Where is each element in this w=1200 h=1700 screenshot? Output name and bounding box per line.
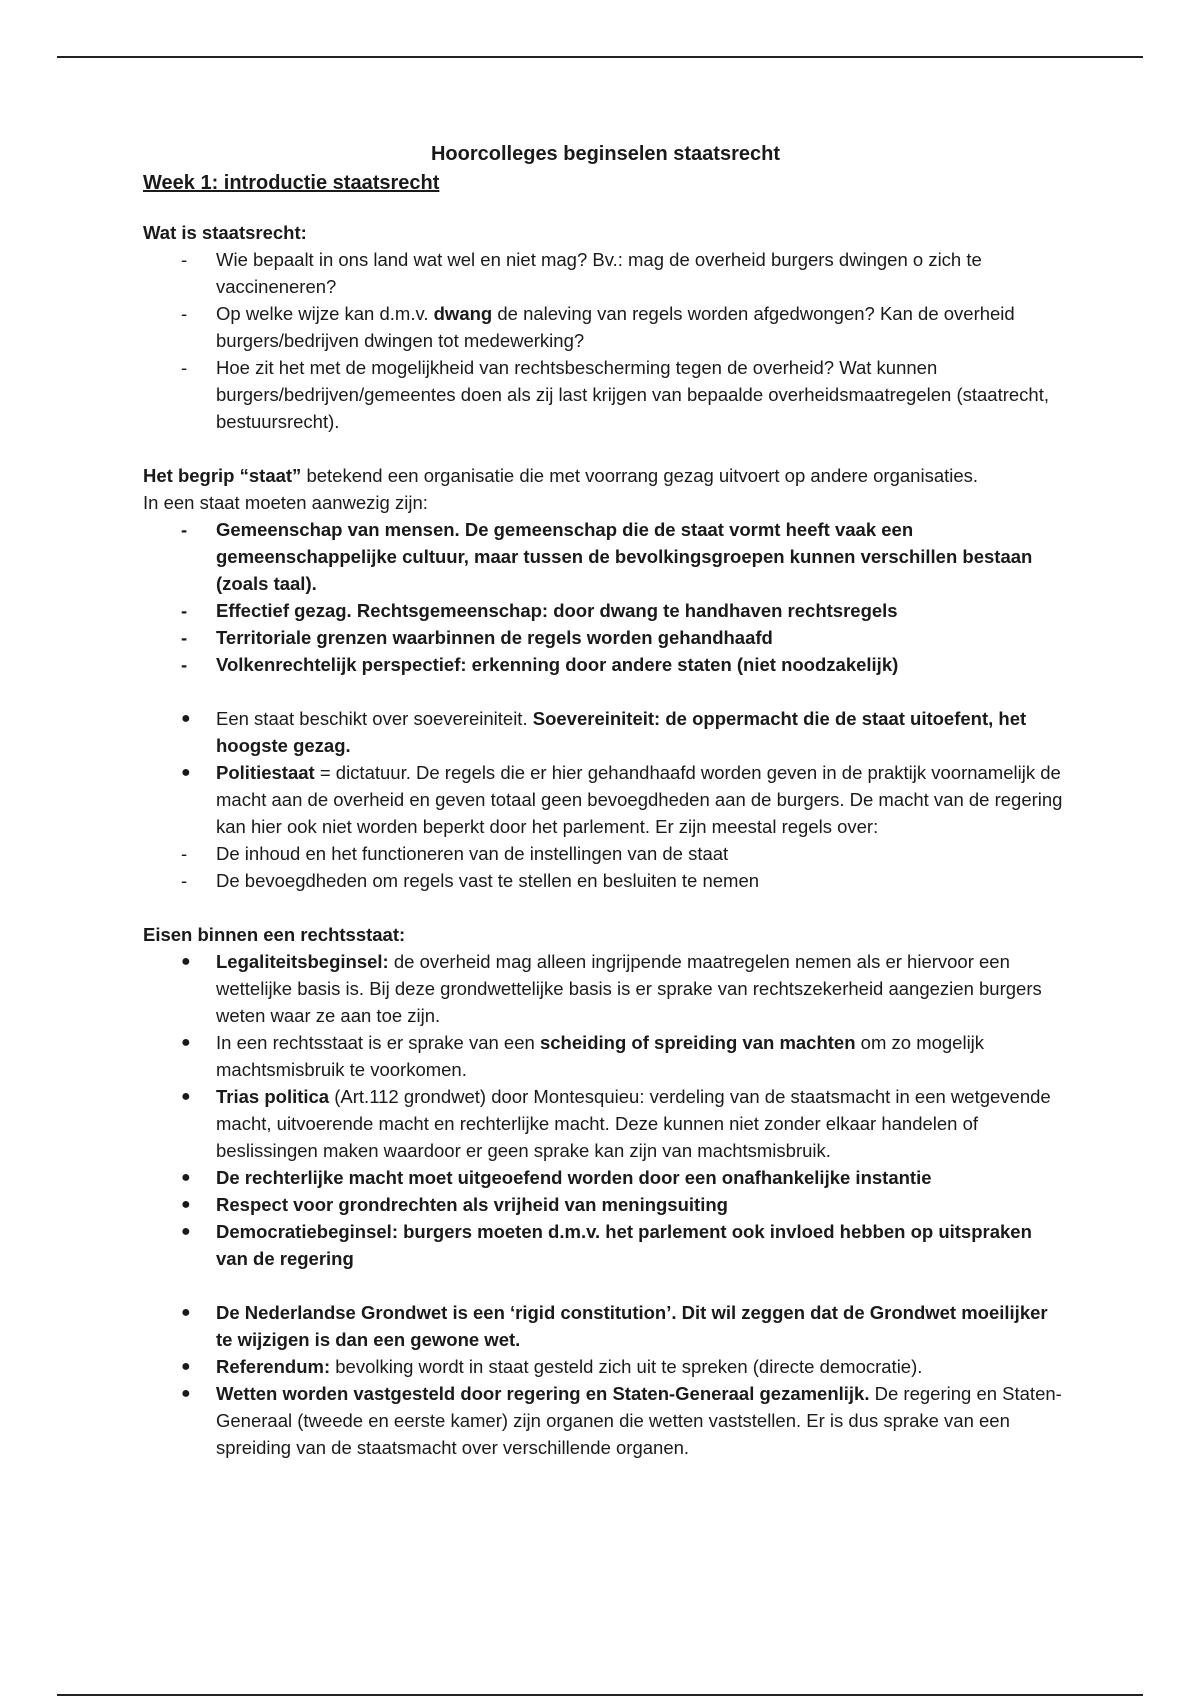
dash-marker: - [181,627,188,648]
list-item: - Hoe zit het met de mogelijkheid van rechtsbescherming tegen de overheid? Wat kunnen burgers/bedrijven/gemeentes doen als zij last krijgen van bepaalde overheidsmaatregelen (staatrecht, bestuursrecht). [143,354,1068,435]
dash-marker: - [181,249,188,270]
list-item: ● Legaliteitsbeginsel: de overheid mag alleen ingrijpende maatregelen nemen als er hiervoor een wettelijke basis is. Bij deze grondwettelijke basis is er sprake van rechtszekerheid aangezien burgers weten waar ze aan toe zijn. [143,948,1068,1029]
list-item: ● Wetten worden vastgesteld door regering en Staten-Generaal gezamenlijk. De regering en Staten-Generaal (tweede en eerste kamer) zijn organen die wetten vaststellen. Er is dus sprake van een spreiding van de staatsmacht over verschillende organen. [143,1380,1068,1461]
bullet-marker: ● [181,1385,191,1402]
list-item: ● Trias politica (Art.112 grondwet) door Montesquieu: verdeling van de staatsmacht in een wetgevende macht, uitvoerende macht en rechterlijke macht. Deze kunnen niet zonder elkaar handelen of beslissingen maken waardoor er geen sprake kan zijn van machtsmisbruik. [143,1083,1068,1164]
list-item: - Op welke wijze kan d.m.v. dwang de naleving van regels worden afgedwongen? Kan de overheid burgers/bedrijven dwingen tot medewerking? [143,300,1068,354]
bullet-marker: ● [181,1223,191,1240]
dash-marker: - [181,600,188,621]
bullet-marker: ● [181,764,191,781]
dash-marker: - [181,870,188,891]
grondwet-list [143,1299,1068,1461]
bullet-marker: ● [181,710,191,727]
bullet-marker: ● [181,1169,191,1186]
staat-bullet-list [143,705,1068,894]
bullet-marker: ● [181,1358,191,1375]
bullet-marker: ● [181,1034,191,1051]
list-item: ● De Nederlandse Grondwet is een ‘rigid constitution’. Dit wil zeggen dat de Grondwet moeilijker te wijzigen is dan een gewone wet. [143,1299,1068,1353]
list-item: - Gemeenschap van mensen. De gemeenschap die de staat vormt heeft vaak een gemeenschappelijke cultuur, maar tussen de bevolkingsgroepen kunnen verschillen bestaan (zoals taal). [143,516,1068,597]
list-item: ● Respect voor grondrechten als vrijheid van meningsuiting [143,1191,1068,1218]
list-item: - Territoriale grenzen waarbinnen de regels worden gehandhaafd [143,624,1068,651]
document-body [143,140,1068,1461]
rechtsstaat-list [143,948,1068,1272]
bullet-marker: ● [181,1304,191,1321]
footer-rule [57,1694,1143,1696]
list-item: - Volkenrechtelijk perspectief: erkenning door andere staten (niet noodzakelijk) [143,651,1068,678]
list-item: ● Referendum: bevolking wordt in staat gesteld zich uit te spreken (directe democratie). [143,1353,1068,1380]
list-item: - De inhoud en het functioneren van de instellingen van de staat [143,840,1068,867]
dash-marker: - [181,357,188,378]
section-heading-staatsrecht: Wat is staatsrecht: [143,222,307,243]
list-item: - Effectief gezag. Rechtsgemeenschap: door dwang te handhaven rechtsregels [143,597,1068,624]
list-item: ● Een staat beschikt over soevereiniteit. Soevereiniteit: de oppermacht die de staat uitoefent, het hoogste gezag. [143,705,1068,759]
question-list [143,246,1068,435]
dash-marker: - [181,519,188,540]
staat-definition: Het begrip “staat” betekend een organisatie die met voorrang gezag uitvoert op andere organisaties. [143,465,979,486]
staat-elements-list [143,516,1068,678]
staat-intro: In een staat moeten aanwezig zijn: [143,492,428,513]
bullet-marker: ● [181,1088,191,1105]
section-heading-rechtsstaat: Eisen binnen een rechtsstaat: [143,924,406,945]
list-item: - Wie bepaalt in ons land wat wel en niet mag? Bv.: mag de overheid burgers dwingen o zich te vaccineneren? [143,246,1068,300]
bullet-marker: ● [181,1196,191,1213]
list-item: ● Democratiebeginsel: burgers moeten d.m.v. het parlement ook invloed hebben op uitspraken van de regering [143,1218,1068,1272]
list-item: ● De rechterlijke macht moet uitgeoefend worden door een onafhankelijke instantie [143,1164,1068,1191]
list-item: - De bevoegdheden om regels vast te stellen en besluiten te nemen [143,867,1068,894]
header-rule [57,56,1143,58]
week-heading: Week 1: introductie staatsrecht [143,172,440,194]
dash-marker: - [181,843,188,864]
list-item: ● In een rechtsstaat is er sprake van een scheiding of spreiding van machten om zo mogelijk machtsmisbruik te voorkomen. [143,1029,1068,1083]
dash-marker: - [181,303,188,324]
list-item: ● Politiestaat = dictatuur. De regels die er hier gehandhaafd worden geven in de praktijk voornamelijk de macht aan de overheid en geven totaal geen bevoegdheden aan de burgers. De macht van de regering kan hier ook niet worden beperkt door het parlement. Er zijn meestal regels over: [143,759,1068,840]
bullet-marker: ● [181,953,191,970]
document-title: Hoorcolleges beginselen staatsrecht [430,143,780,165]
dash-marker: - [181,654,188,675]
